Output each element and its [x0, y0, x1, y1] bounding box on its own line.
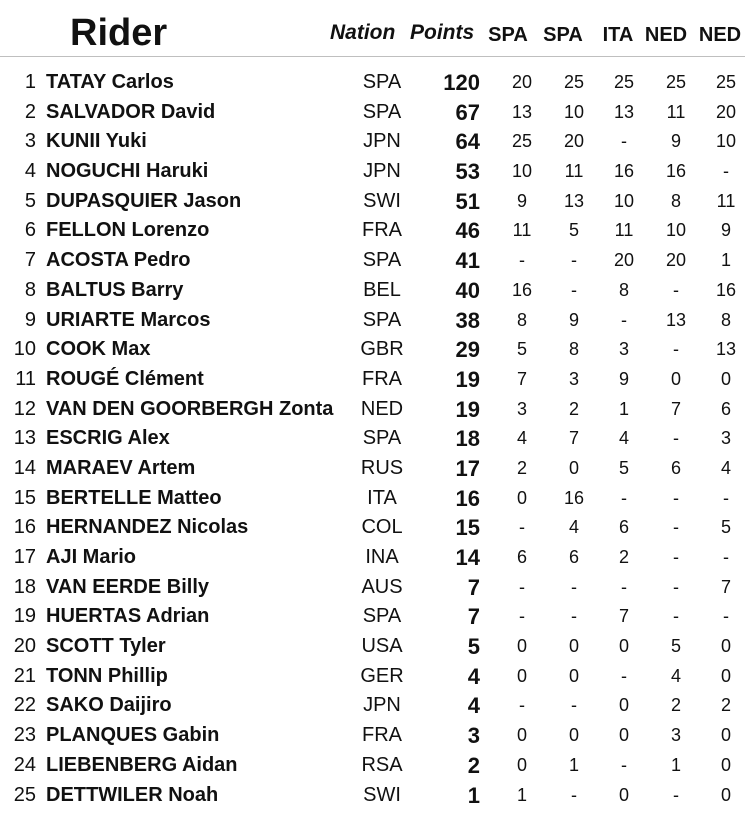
race-points-cell: -: [571, 576, 577, 597]
rider-name-cell: AJI Mario: [46, 546, 137, 568]
rider-name-cell: ESCRIG Alex: [46, 427, 170, 450]
table-row: [0, 68, 745, 98]
nation-cell: GER: [360, 664, 404, 687]
nation-column-header: Nation: [330, 21, 396, 44]
nation-cell: SPA: [362, 427, 402, 450]
race-points-cell: 2: [516, 457, 527, 478]
race-points-cell: 7: [516, 368, 527, 389]
nation-cell: ITA: [367, 486, 397, 509]
race-points-cell: -: [571, 606, 577, 627]
position-cell: 15: [13, 486, 36, 509]
race-points-cell: 0: [568, 636, 579, 657]
race-points-cell: -: [723, 161, 729, 182]
race-points-cell: -: [519, 606, 525, 627]
race-points-cell: 9: [720, 220, 731, 241]
position-cell: 10: [13, 338, 36, 361]
table-row: [0, 246, 745, 276]
table-row: [0, 365, 745, 395]
race-points-cell: 5: [618, 457, 629, 478]
position-cell: 14: [13, 456, 36, 479]
nation-cell: SPA: [362, 605, 402, 628]
nation-cell: JPN: [363, 160, 401, 183]
points-cell: 120: [443, 70, 480, 95]
race-points-cell: 11: [512, 220, 532, 241]
points-cell: 7: [467, 574, 480, 600]
nation-cell: NED: [360, 397, 404, 420]
nation-cell: SPA: [362, 308, 402, 331]
race-points-cell: 6: [720, 398, 731, 419]
nation-cell: USA: [361, 635, 403, 658]
race-column-header: SPA: [543, 24, 583, 46]
race-points-cell: 16: [715, 279, 737, 300]
table-header: [0, 0, 745, 57]
race-points-cell: 20: [563, 131, 585, 152]
rider-name-cell: MARAEV Artem: [46, 456, 196, 479]
race-points-cell: 25: [665, 72, 687, 92]
race-points-cell: -: [723, 487, 729, 508]
points-cell: 1: [467, 782, 480, 808]
nation-cell: COL: [361, 516, 403, 539]
position-cell: 4: [24, 160, 36, 183]
position-cell: 22: [13, 694, 36, 717]
race-points-cell: 13: [715, 339, 737, 360]
table-row: [0, 602, 745, 632]
position-cell: 12: [13, 397, 36, 420]
position-cell: 8: [24, 278, 36, 301]
table-row: [0, 157, 745, 187]
race-points-cell: 0: [618, 725, 629, 746]
race-points-cell: -: [673, 428, 679, 449]
race-points-cell: -: [673, 279, 679, 300]
nation-cell: AUS: [361, 575, 403, 598]
race-points-cell: 2: [618, 547, 629, 567]
points-cell: 64: [455, 129, 480, 155]
nation-cell: RUS: [360, 456, 404, 479]
race-points-cell: 10: [563, 101, 585, 122]
race-points-cell: -: [723, 547, 729, 567]
table-row: [0, 573, 745, 603]
race-points-cell: 10: [665, 220, 687, 241]
position-cell: 23: [13, 724, 36, 747]
race-points-cell: 0: [568, 725, 579, 746]
race-points-cell: -: [621, 487, 627, 508]
nation-cell: SWI: [363, 783, 401, 806]
rider-name-cell: SCOTT Tyler: [46, 635, 166, 658]
race-points-cell: 1: [516, 784, 527, 805]
race-points-cell: -: [621, 131, 627, 152]
race-points-cell: 16: [613, 161, 635, 182]
race-points-cell: 13: [563, 190, 585, 211]
race-points-cell: 5: [720, 517, 731, 538]
race-points-cell: -: [673, 547, 679, 567]
points-cell: 46: [455, 218, 480, 244]
race-points-cell: 0: [516, 725, 527, 746]
table-row: [0, 751, 745, 781]
nation-cell: RSA: [361, 753, 403, 776]
race-points-cell: 9: [670, 131, 681, 152]
race-points-cell: 11: [716, 190, 736, 211]
table-row: [0, 187, 745, 217]
table-row: [0, 276, 745, 306]
race-column-header: ITA: [602, 24, 634, 46]
race-points-cell: -: [519, 576, 525, 597]
rider-name-cell: BALTUS Barry: [46, 278, 184, 301]
position-cell: 6: [24, 219, 36, 242]
position-cell: 21: [13, 664, 36, 687]
race-points-cell: 9: [516, 190, 527, 211]
rider-name-cell: TONN Phillip: [46, 664, 168, 687]
race-points-cell: -: [621, 576, 627, 597]
rider-name-cell: VAN EERDE Billy: [46, 575, 209, 598]
table-row: [0, 335, 745, 365]
rider-name-cell: SALVADOR David: [46, 100, 216, 123]
table-row: [0, 662, 745, 692]
nation-cell: INA: [365, 546, 399, 568]
race-points-cell: 5: [568, 220, 579, 241]
race-points-cell: 3: [670, 725, 681, 746]
points-cell: 67: [455, 99, 480, 125]
rider-name-cell: VAN DEN GOORBERGH Zonta: [46, 397, 334, 420]
rider-name-cell: URIARTE Marcos: [46, 308, 211, 331]
position-cell: 9: [24, 308, 36, 331]
nation-cell: JPN: [363, 130, 401, 153]
race-points-cell: -: [673, 339, 679, 360]
race-points-cell: 0: [516, 665, 527, 686]
rider-name-cell: HUERTAS Adrian: [46, 605, 210, 628]
rider-name-cell: SAKO Daijiro: [46, 694, 172, 717]
table-row: [0, 543, 745, 573]
points-cell: 51: [455, 188, 480, 214]
race-points-cell: 0: [670, 368, 681, 389]
race-points-cell: 6: [516, 547, 527, 567]
race-points-cell: 0: [618, 784, 629, 805]
race-points-cell: 2: [720, 695, 731, 716]
race-points-cell: -: [571, 695, 577, 716]
race-points-cell: 4: [516, 428, 527, 449]
race-points-cell: 0: [720, 665, 731, 686]
table-row: [0, 395, 745, 425]
race-points-cell: 3: [516, 398, 527, 419]
race-points-cell: -: [519, 517, 525, 538]
rider-name-cell: FELLON Lorenzo: [46, 219, 210, 242]
race-points-cell: -: [621, 665, 627, 686]
race-points-cell: 10: [511, 161, 533, 182]
rider-name-cell: NOGUCHI Haruki: [46, 160, 209, 183]
race-column-header: NED: [644, 24, 688, 46]
position-cell: 7: [24, 249, 36, 272]
race-points-cell: 10: [715, 131, 737, 152]
race-points-cell: 3: [720, 428, 731, 449]
position-cell: 24: [13, 753, 36, 776]
points-cell: 19: [455, 396, 480, 422]
race-points-cell: -: [723, 606, 729, 627]
race-points-cell: 20: [511, 72, 533, 92]
race-points-cell: 0: [720, 784, 731, 805]
race-points-cell: 13: [665, 309, 687, 330]
race-points-cell: 16: [511, 279, 533, 300]
race-points-cell: 11: [666, 101, 686, 122]
race-points-cell: 6: [568, 547, 579, 567]
race-points-cell: 11: [614, 220, 634, 241]
race-points-cell: 9: [568, 309, 579, 330]
race-points-cell: 2: [670, 695, 681, 716]
points-cell: 14: [455, 545, 480, 570]
race-points-cell: 8: [568, 339, 579, 360]
position-cell: 1: [24, 71, 36, 93]
points-cell: 29: [455, 337, 480, 363]
race-points-cell: 4: [670, 665, 681, 686]
race-points-cell: 0: [618, 695, 629, 716]
race-points-cell: 5: [516, 339, 527, 360]
race-points-cell: 13: [511, 101, 533, 122]
race-points-cell: 0: [568, 457, 579, 478]
rider-name-cell: BERTELLE Matteo: [46, 486, 222, 509]
points-cell: 38: [455, 307, 480, 333]
race-points-cell: 4: [568, 517, 579, 538]
race-points-cell: 25: [563, 72, 585, 92]
race-points-cell: 7: [720, 576, 731, 597]
rider-name-cell: HERNANDEZ Nicolas: [46, 516, 249, 539]
race-points-cell: 6: [618, 517, 629, 538]
race-points-cell: -: [621, 754, 627, 775]
points-cell: 19: [455, 366, 480, 392]
table-row: [0, 691, 745, 721]
race-points-cell: 10: [613, 190, 635, 211]
race-points-cell: 1: [618, 398, 629, 419]
race-points-cell: 20: [665, 250, 687, 271]
position-cell: 18: [13, 575, 36, 598]
race-points-cell: 25: [511, 131, 533, 152]
points-cell: 41: [455, 248, 480, 274]
position-cell: 17: [13, 546, 36, 568]
race-points-cell: -: [673, 784, 679, 805]
race-points-cell: 0: [516, 487, 527, 508]
race-points-cell: 16: [665, 161, 687, 182]
race-points-cell: -: [673, 576, 679, 597]
race-points-cell: 9: [618, 368, 629, 389]
race-points-cell: 4: [720, 457, 731, 478]
position-cell: 25: [13, 783, 36, 806]
race-points-cell: 8: [618, 279, 629, 300]
race-points-cell: 8: [670, 190, 681, 211]
points-cell: 3: [467, 723, 480, 749]
rider-column-header: Rider: [70, 12, 168, 54]
race-points-cell: 3: [568, 368, 579, 389]
table-row: [0, 98, 745, 128]
race-points-cell: 1: [720, 250, 731, 271]
nation-cell: FRA: [362, 219, 402, 242]
table-row: [0, 306, 745, 336]
rider-name-cell: ACOSTA Pedro: [46, 249, 191, 272]
table-row: [0, 484, 745, 514]
race-points-cell: 7: [568, 428, 579, 449]
race-points-cell: 0: [720, 368, 731, 389]
nation-cell: SPA: [362, 100, 402, 123]
nation-cell: GBR: [360, 338, 404, 361]
rider-name-cell: DUPASQUIER Jason: [46, 189, 242, 212]
position-cell: 20: [13, 635, 36, 658]
nation-cell: FRA: [362, 367, 402, 390]
race-points-cell: 25: [613, 72, 635, 92]
position-cell: 16: [13, 516, 36, 539]
race-points-cell: 20: [715, 101, 737, 122]
rider-name-cell: COOK Max: [46, 338, 151, 361]
table-row: [0, 513, 745, 543]
position-cell: 3: [24, 130, 36, 153]
points-cell: 2: [467, 752, 480, 778]
race-points-cell: 0: [568, 665, 579, 686]
race-points-cell: -: [621, 309, 627, 330]
table-row: [0, 781, 745, 811]
position-cell: 11: [15, 367, 36, 390]
position-cell: 2: [24, 100, 36, 123]
table-row: [0, 216, 745, 246]
nation-cell: SPA: [362, 249, 402, 272]
points-cell: 7: [467, 604, 480, 630]
race-points-cell: 0: [516, 636, 527, 657]
nation-cell: JPN: [363, 694, 401, 717]
race-points-cell: 6: [670, 457, 681, 478]
race-column-header: SPA: [488, 24, 528, 46]
race-points-cell: 13: [613, 101, 635, 122]
race-points-cell: -: [519, 250, 525, 271]
table-row: [0, 721, 745, 751]
nation-cell: SWI: [363, 189, 401, 212]
race-points-cell: -: [571, 784, 577, 805]
table-row: [0, 632, 745, 662]
rider-name-cell: LIEBENBERG Aidan: [46, 753, 238, 776]
standings-table-body: [0, 68, 745, 810]
race-points-cell: 16: [563, 487, 585, 508]
race-points-cell: 1: [670, 754, 681, 775]
position-cell: 19: [13, 605, 36, 628]
race-column-header: NED: [698, 24, 742, 46]
race-points-cell: 0: [516, 754, 527, 775]
rider-name-cell: ROUGÉ Clément: [46, 367, 204, 390]
race-points-cell: -: [571, 279, 577, 300]
race-points-cell: 5: [670, 636, 681, 657]
race-points-cell: 0: [618, 636, 629, 657]
race-points-cell: -: [673, 487, 679, 508]
points-cell: 4: [467, 663, 480, 689]
race-points-cell: 0: [720, 636, 731, 657]
points-cell: 53: [455, 159, 480, 185]
table-row: [0, 424, 745, 454]
points-column-header: Points: [410, 21, 475, 44]
race-points-cell: -: [519, 695, 525, 716]
points-cell: 17: [455, 455, 480, 481]
race-points-cell: 20: [613, 250, 635, 271]
nation-cell: BEL: [363, 278, 401, 301]
table-row: [0, 454, 745, 484]
race-points-cell: -: [673, 606, 679, 627]
position-cell: 5: [24, 189, 36, 212]
points-cell: 4: [467, 693, 480, 719]
position-cell: 13: [13, 427, 36, 450]
points-cell: 5: [467, 634, 480, 660]
race-points-cell: -: [673, 517, 679, 538]
points-cell: 16: [455, 485, 480, 511]
rider-name-cell: TATAY Carlos: [46, 71, 174, 93]
race-points-cell: 8: [720, 309, 731, 330]
race-points-cell: -: [571, 250, 577, 271]
rider-name-cell: DETTWILER Noah: [46, 783, 219, 806]
race-points-cell: 11: [564, 161, 584, 182]
points-cell: 15: [455, 515, 480, 541]
nation-cell: FRA: [362, 724, 402, 747]
race-points-cell: 0: [720, 754, 731, 775]
race-points-cell: 4: [618, 428, 629, 449]
rider-name-cell: KUNII Yuki: [46, 130, 147, 153]
race-points-cell: 2: [568, 398, 579, 419]
race-points-cell: 0: [720, 725, 731, 746]
race-points-cell: 8: [516, 309, 527, 330]
race-points-cell: 7: [618, 606, 629, 627]
race-points-cell: 1: [568, 754, 579, 775]
race-points-cell: 7: [670, 398, 681, 419]
race-points-cell: 3: [618, 339, 629, 360]
rider-name-cell: PLANQUES Gabin: [46, 724, 220, 747]
table-row: [0, 127, 745, 157]
points-cell: 18: [455, 426, 480, 452]
points-cell: 40: [455, 277, 480, 303]
race-points-cell: 25: [715, 72, 737, 92]
nation-cell: SPA: [362, 71, 402, 93]
